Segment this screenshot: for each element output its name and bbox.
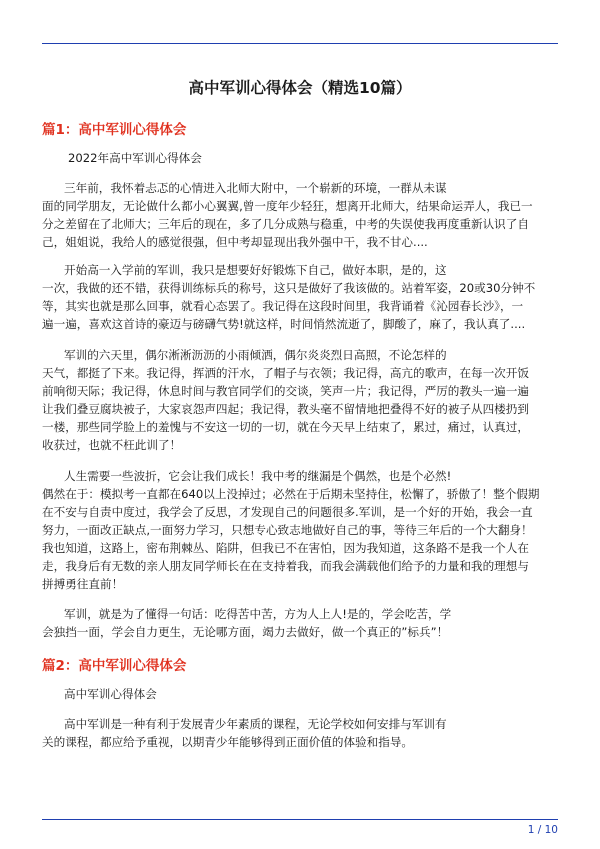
- paragraph-line: 人生需要一些波折，它会让我们成长！我中考的继漏是个偶然，也是个必然!: [64, 469, 452, 483]
- paragraph-line: 军训的六天里，偶尔淅淅沥沥的小雨倾洒，偶尔炎炎烈日高照，不论怎样的: [64, 348, 447, 362]
- paragraph-line: 军训，就是为了懂得一句话：吃得苦中苦，方为人上人!是的，学会吃苦，学: [64, 607, 452, 621]
- paragraph-line: 开始高一入学前的军训，我只是想要好好锻炼下自己，做好本职，是的，这: [64, 263, 447, 277]
- header-rule: [42, 43, 558, 44]
- paragraph-line: 会独挡一面，学会自力更生，无论哪方面，竭力去做好，做一个真正的”标兵”！: [42, 625, 449, 639]
- paragraph-line: 三年前，我怀着忐忑的心情进入北师大附中，一个崭新的环境，一群从未谋: [64, 181, 447, 195]
- paragraph-line: 高中军训是一种有利于发展青少年素质的课程，无论学校如何安排与军训有: [64, 717, 447, 731]
- footer-rule: [42, 819, 558, 820]
- section-heading-1: 篇1：高中军训心得体会: [42, 122, 187, 138]
- paragraph-line: 让我们叠豆腐块被子，大家哀怨声四起；我记得，教头毫不留情地把叠得不好的被子从四楼扔到: [42, 402, 529, 416]
- paragraph-line: 努力，一面改正缺点,一面努力学习，只想专心致志地做好自己的事，等待三年后的一个大翻身！: [42, 523, 533, 537]
- section-heading-2: 篇2：高中军训心得体会: [42, 658, 187, 674]
- paragraph-line: 走，我身后有无数的亲人朋友同学师长在在支持着我，而我会满载他们给予的力量和我的理想与: [42, 559, 529, 573]
- paragraph-line: 一楼，那些同学脸上的羞愧与不安这一切的一切，就在今天早上结束了，累过，痛过，认真过，: [42, 420, 529, 434]
- paragraph-line: 一次，我做的还不错，获得训练标兵的称号，这只是做好了我该做的。站着军姿，20或30分钟不: [42, 281, 536, 295]
- paragraph-line: 偶然在于：模拟考一直都在640以上没掉过；必然在于后期未坚持住，松懈了，骄傲了！整个假期: [42, 487, 540, 501]
- paragraph-line: 分之差留在了北师大；三年后的现在，多了几分成熟与稳重，中考的失误使我再度重新认识了自: [42, 217, 529, 231]
- paragraph-line: 己，姐姐说，我给人的感觉很强，但中考却显现出我外强中干，我不甘心....: [42, 235, 428, 249]
- paragraph-line: 遍一遍，喜欢这首诗的豪迈与磅礴气势!就这样，时间悄然流逝了，脚酸了，麻了，我认真了....: [42, 317, 526, 331]
- paragraph-line: 关的课程，都应给予重视，以期青少年能够得到正面价值的体验和指导。: [42, 735, 414, 749]
- paragraph-line: 等，其实也就是那么回事，就看心态罢了。我记得在这段时间里，我背诵着《沁园春长沙》，一: [42, 299, 524, 313]
- section-subtitle-1: 2022年高中军训心得体会: [68, 151, 202, 165]
- page-title: 高中军训心得体会（精选10篇）: [188, 79, 412, 97]
- paragraph-line: 天气，都挺了下来。我记得，挥洒的汗水，了帽子与衣领；我记得，高亢的歌声，在每一次开饭: [42, 366, 529, 380]
- paragraph-line: 收获过，也就不枉此训了！: [42, 438, 182, 452]
- section-subtitle-2: 高中军训心得体会: [64, 687, 157, 701]
- paragraph-line: 在不安与自责中度过，我学会了反思，才发现自己的问题很多.军训，是一个好的开始，我会一直: [42, 505, 533, 519]
- paragraph-line: 我也知道，这路上，密布荆棘丛、陷阱，但我已不在害怕，因为我知道，这条路不是我一个人在: [42, 541, 529, 555]
- paragraph-line: 面的同学朋友，无论做什么都小心翼翼,曾一度年少轻狂，想离开北师大，结果命运弄人，我已一: [42, 199, 533, 213]
- paragraph-line: 前响彻天际；我记得，休息时间与教官同学们的交谈，笑声一片；我记得，严厉的教头一遍一遍: [42, 384, 529, 398]
- page-number: 1 / 10: [527, 824, 558, 836]
- paragraph-line: 拼搏勇往直前！: [42, 577, 124, 591]
